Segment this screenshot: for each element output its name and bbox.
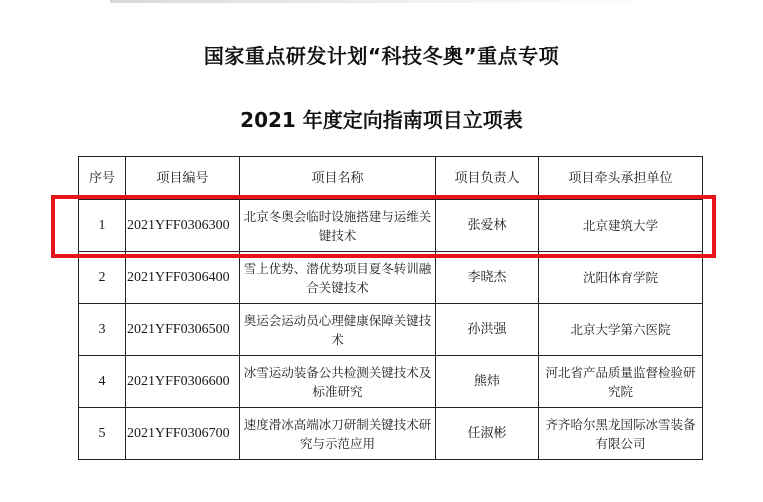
cell-unit: 北京大学第六医院: [539, 304, 703, 356]
red-highlight-box: [51, 195, 716, 258]
header-seq: 序号: [79, 157, 126, 200]
cell-unit: 沈阳体育学院: [539, 252, 703, 304]
table-row: [79, 304, 703, 356]
cell-name: 冰雪运动装备公共检测关键技术及标准研究: [240, 356, 436, 408]
header-code: 项目编号: [126, 157, 240, 200]
cell-unit: 齐齐哈尔黑龙国际冰雪装备有限公司: [539, 408, 703, 460]
document-title: 国家重点研发计划“科技冬奥”重点专项: [203, 44, 560, 68]
cell-unit: 北京建筑大学: [539, 200, 703, 252]
table-header-row: [79, 157, 703, 200]
table-row: [79, 356, 703, 408]
cell-code: 2021YFF0306700: [126, 408, 240, 460]
table-row: [79, 252, 703, 304]
cell-name: 速度滑冰高端冰刀研制关键技术研究与示范应用: [240, 408, 436, 460]
cell-leader: 孙洪强: [436, 304, 539, 356]
cell-seq: 5: [79, 408, 126, 460]
cell-code: 2021YFF0306500: [126, 304, 240, 356]
cell-seq: 1: [79, 200, 126, 252]
cell-leader: 熊炜: [436, 356, 539, 408]
cell-name: 北京冬奥会临时设施搭建与运维关键技术: [240, 200, 436, 252]
cell-seq: 2: [79, 252, 126, 304]
header-leader: 项目负责人: [436, 157, 539, 200]
cell-seq: 3: [79, 304, 126, 356]
cell-name: 雪上优势、潜优势项目夏冬转训融合关键技术: [240, 252, 436, 304]
table-row: [79, 408, 703, 460]
cell-code: 2021YFF0306300: [126, 200, 240, 252]
cell-unit: 河北省产品质量监督检验研究院: [539, 356, 703, 408]
cell-code: 2021YFF0306600: [126, 356, 240, 408]
cell-code: 2021YFF0306400: [126, 252, 240, 304]
header-unit: 项目牵头承担单位: [539, 157, 703, 200]
header-name: 项目名称: [240, 157, 436, 200]
document-subtitle: 2021 年度定向指南项目立项表: [240, 108, 523, 132]
cell-seq: 4: [79, 356, 126, 408]
cell-name: 奥运会运动员心理健康保障关键技术: [240, 304, 436, 356]
cell-leader: 任淑彬: [436, 408, 539, 460]
cell-leader: 李晓杰: [436, 252, 539, 304]
cell-leader: 张爱林: [436, 200, 539, 252]
scan-edge-shadow: [110, 0, 670, 3]
